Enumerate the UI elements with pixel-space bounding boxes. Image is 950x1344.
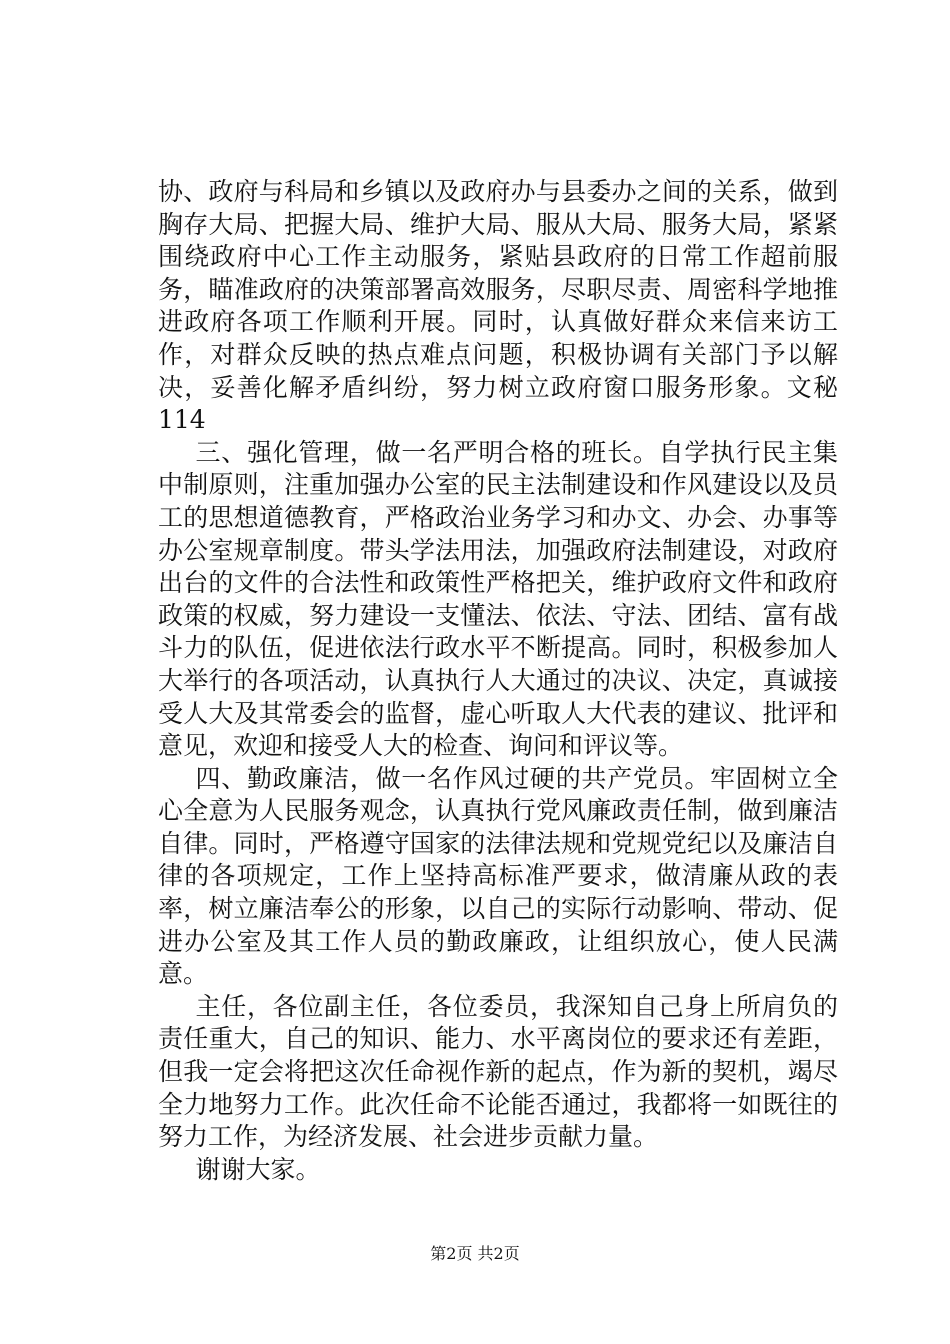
page-footer: 第2页 共2页 — [430, 1244, 520, 1263]
paragraph-thanks: 谢谢大家。 — [195, 1154, 321, 1184]
paragraph-closing: 主任，各位副主任，各位委员，我深知自己身上所肩负的责任重大，自己的知识、能力、水平离岗位的要求还有差距，但我一定会将把这次任命视作新的起点，作为新的契机，竭尽全力地努力工作。此次任命不论能否通过，我都将一如既往的努力工作，为经济发展、社会进步贡献力量。 — [158, 991, 838, 1152]
paragraph-section-three: 三、强化管理，做一名严明合格的班长。自学执行民主集中制原则，注重加强办公室的民主法制建设和作风建设以及员工的思想道德教育，严格政治业务学习和办文、办会、办事等办公室规章制度。带头学法用法，加强政府法制建设，对政府出台的文件的合法性和政策性严格把关，维护政府文件和政府政策的权威，努力建设一支懂法、依法、守法、团结、富有战斗力的队伍，促进依法行政水平不断提高。同时，积极参加人大举行的各项活动，认真执行人大通过的决议、决定，真诚接受人大及其常委会的监督，虚心听取人大代表的建议、批评和意见，欢迎和接受人大的检查、询问和评议等。 — [158, 437, 838, 761]
paragraph-continuation: 协、政府与科局和乡镇以及政府办与县委办之间的关系，做到胸存大局、把握大局、维护大局、服从大局、服务大局，紧紧围绕政府中心工作主动服务，紧贴县政府的日常工作超前服务，瞄准政府的决策部署高效服务，尽职尽责、周密科学地推进政府各项工作顺利开展。同时，认真做好群众来信来访工作，对群众反映的热点难点问题，积极协调有关部门予以解决，妥善化解矛盾纠纷，努力树立政府窗口服务形象。文秘114 — [158, 177, 838, 435]
paragraph-section-four: 四、勤政廉洁，做一名作风过硬的共产党员。牢固树立全心全意为人民服务观念，认真执行党风廉政责任制，做到廉洁自律。同时，严格遵守国家的法律法规和党规党纪以及廉洁自律的各项规定，工作上坚持高标准严要求，做清廉从政的表率，树立廉洁奉公的形象，以自己的实际行动影响、带动、促进办公室及其工作人员的勤政廉政，让组织放心，使人民满意。 — [158, 763, 838, 989]
document-body — [158, 176, 838, 1186]
